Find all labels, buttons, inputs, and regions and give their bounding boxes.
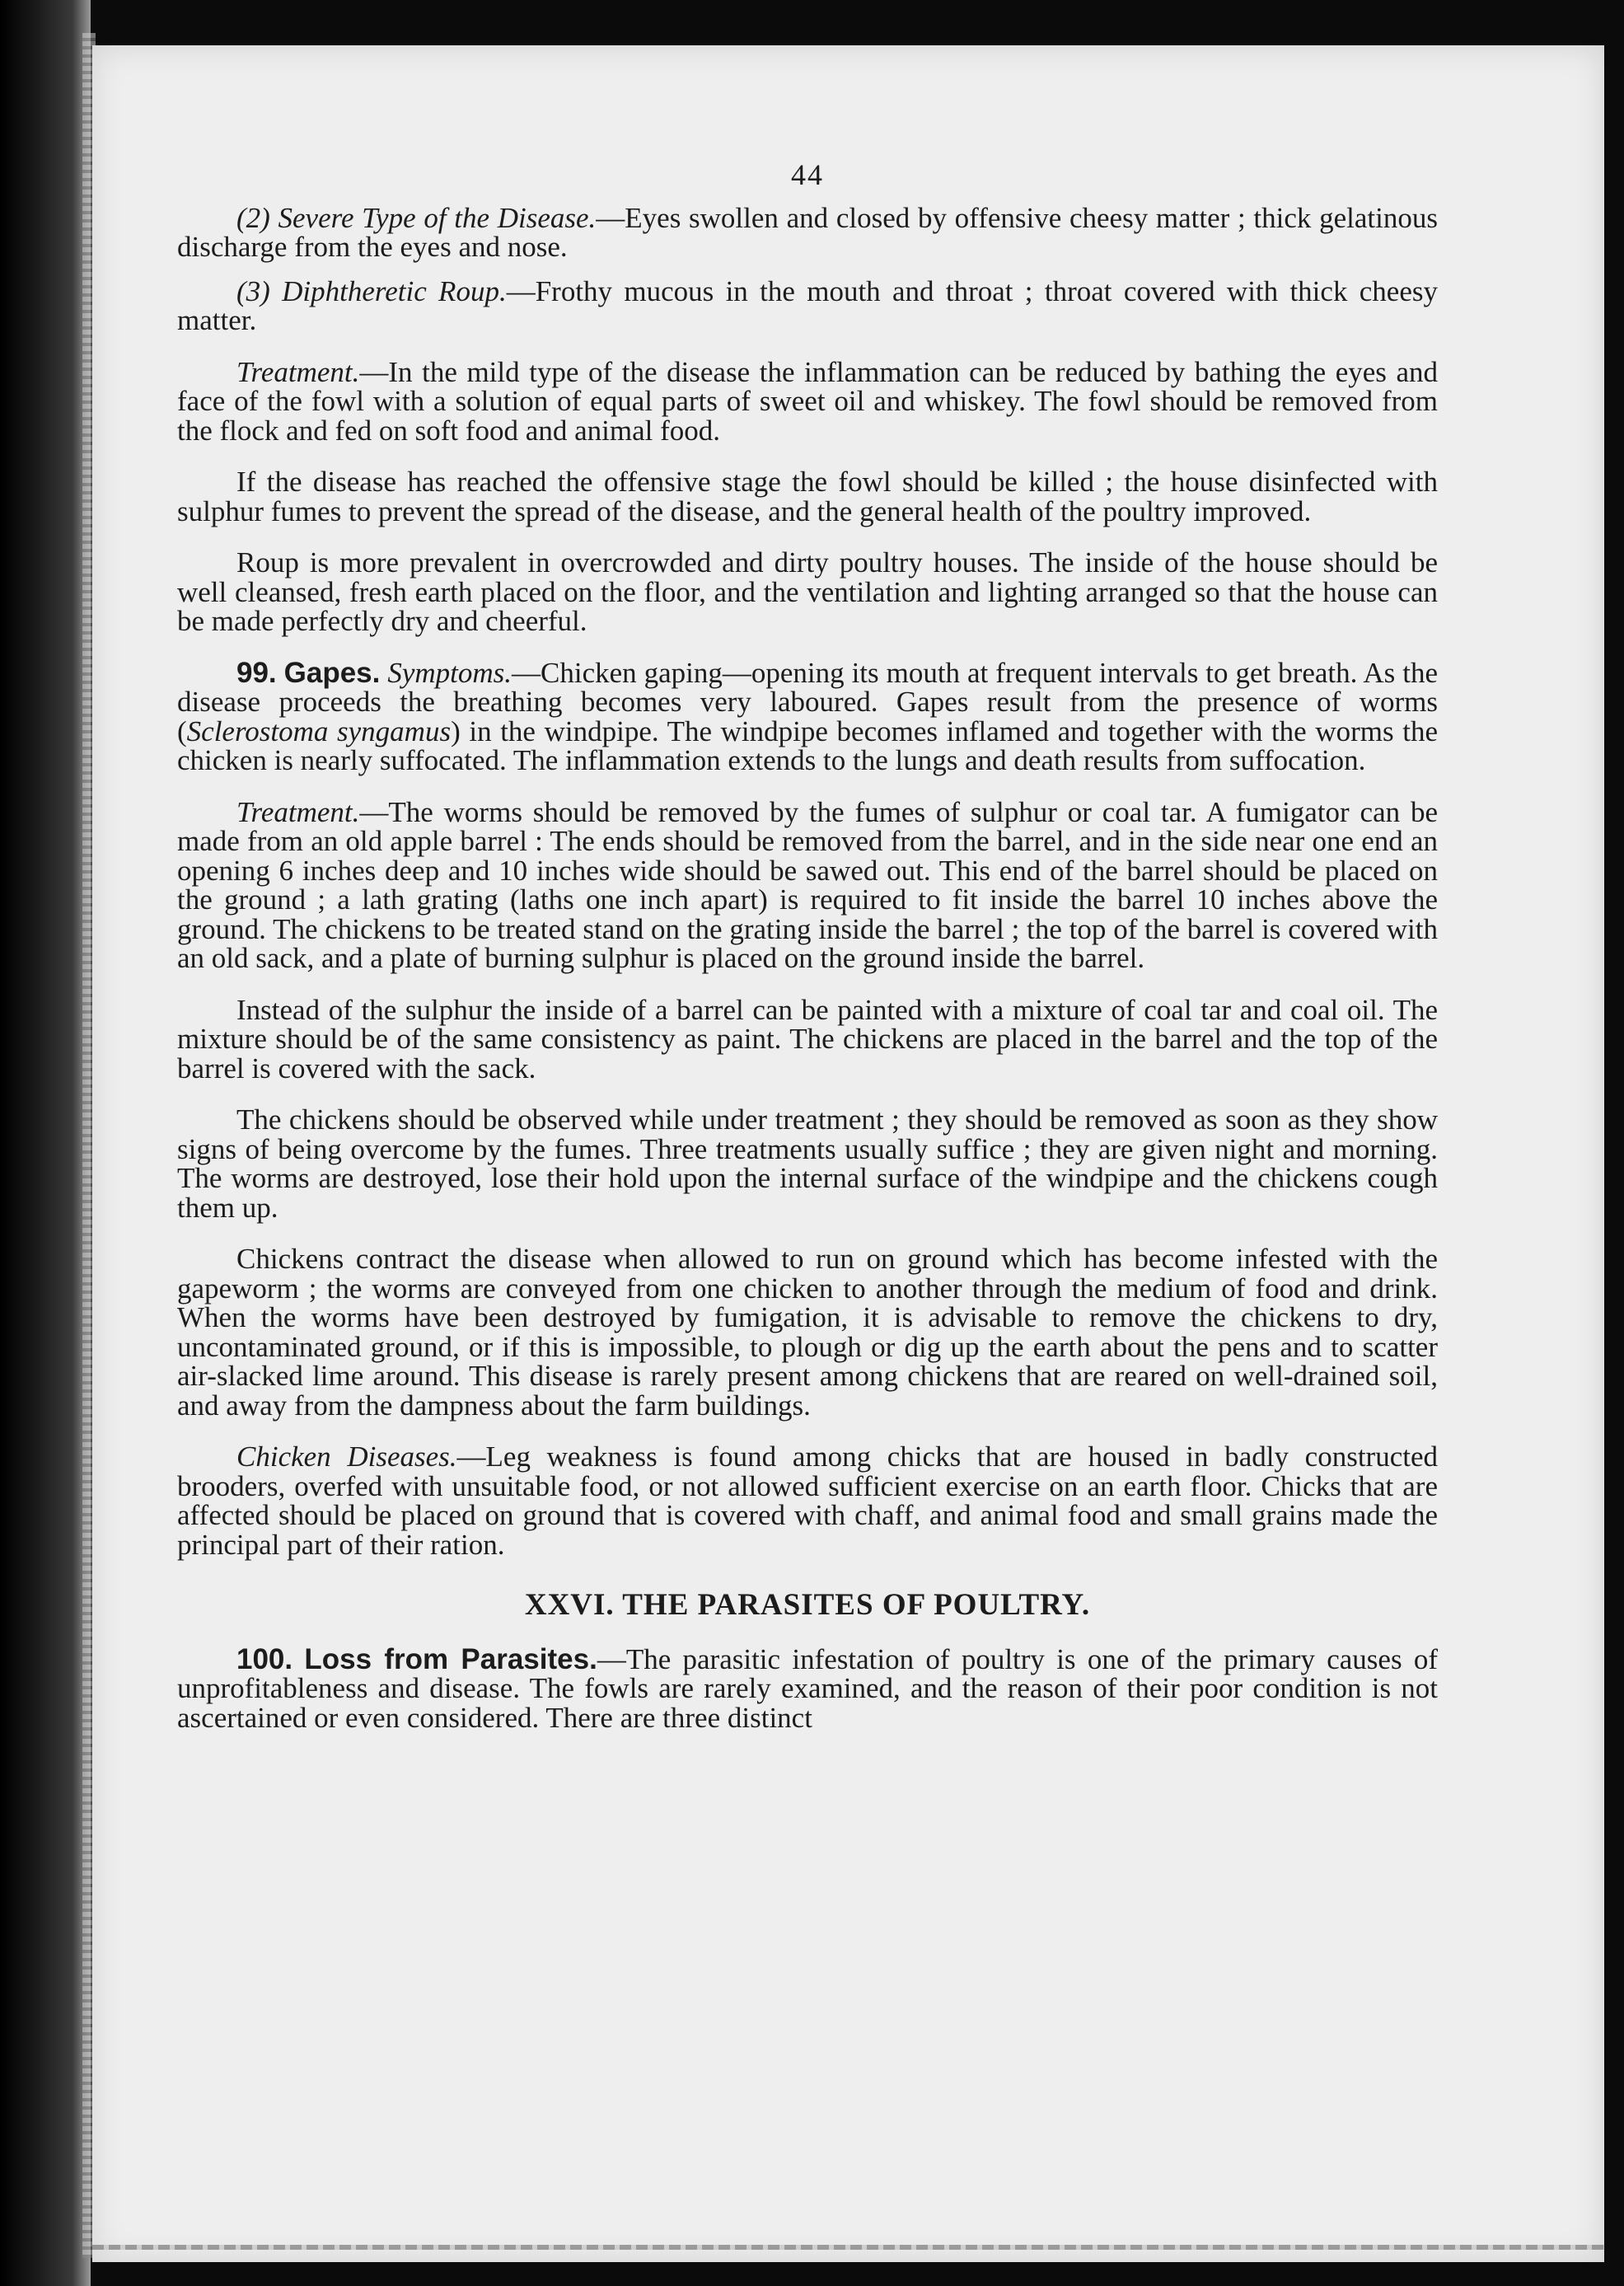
- paragraph-text: —Eyes swollen and closed by offensive cheesy matter ; thick gelatinous discharge from the eyes and nose.: [177, 201, 1438, 263]
- paragraph-roup-prevalence: Roup is more prevalent in overcrowded and dirty poultry houses. The inside of the house should be well cleansed, fresh earth placed on the floor, and the ventilation and lighting arranged so that the house can be made perfectly dry and cheerful.: [177, 546, 1438, 637]
- paragraph-coal-tar: Instead of the sulphur the inside of a barrel can be painted with a mixture of coal tar and coal oil. The mixture should be of the same consistency as paint. The chickens are placed in the barrel and the top of the barrel is covered with the sack.: [177, 993, 1438, 1084]
- page-number: 44: [791, 158, 824, 191]
- paragraph-severe-type: [177, 201, 1438, 263]
- paragraph-text: —Leg weakness is found among chicks that are housed in badly constructed brooders, overfed with unsuitable food, or not allowed sufficient exercise on an earth floor. Chicks that are affected should be placed on ground that is covered with chaff, and animal food and small grains made the principal part of their ration.: [177, 1440, 1438, 1561]
- paragraph-gapes-treatment: [177, 795, 1438, 974]
- section-number: 100.: [236, 1642, 293, 1675]
- page-bottom-edge: [92, 2245, 1604, 2250]
- paragraph-loss-from-parasites: [177, 1642, 1439, 1734]
- paragraph-contraction: Chickens contract the disease when allowed to run on ground which has become infested with the gapeworm ; the worms are conveyed from one chicken to another through the medium of food and drink. When the worms have been destroyed by fumigation, it is advisable to remove the chickens to dry, uncontaminated ground, or if this is impossible, to plough or dig up the earth about the pens and to scatter air-slacked lime around. This disease is rarely present among chickens that are reared on well-drained soil, and away from the dampness about the farm buildings.: [177, 1243, 1438, 1422]
- paragraph-text: —The parasitic infestation of poultry is one of the primary causes of unprofitableness and disease. The fowls are rarely examined, and the reason of their poor condition is not ascertained or even considered. There are three distinct: [177, 1642, 1439, 1734]
- paragraph-text: ) in the windpipe. The windpipe becomes inflamed and together with the worms the chicken is nearly suffocated. The inflammation extends to the lungs and death results from suffocation.: [177, 714, 1438, 776]
- paragraph-gapes-symptoms: [177, 658, 1438, 775]
- paragraph-text: —Frothy mucous in the mouth and throat ; throat covered with thick cheesy matter.: [177, 274, 1438, 336]
- species-name: Sclerostoma syngamus: [186, 714, 452, 747]
- section-number: 99.: [236, 656, 277, 689]
- paragraph-diphtheretic-roup: [177, 274, 1438, 336]
- paragraph-text: —In the mild type of the disease the inflammation can be reduced by bathing the eyes and face of the fowl with a solution of equal parts of sweet oil and whiskey. The fowl should be removed from the flock and fed on soft food and animal food.: [177, 355, 1438, 447]
- paragraph-text: —The worms should be removed by the fumes of sulphur or coal tar. A fumigator can be made from an old apple barrel : The ends should be removed from the barrel, and in the side near one end an opening 6 inches deep and 10 inches wide should be sawed out. This end of the barrel should be placed on the ground ; a lath grating (laths one inch apart) is required to fit inside the barrel 10 inches above the ground. The chickens to be treated stand on the grating inside the barrel ; the top of the barrel is covered with an old sack, and a plate of burning sulphur is placed on the ground inside the barrel.: [177, 795, 1438, 974]
- subheading-symptoms: Symptoms.: [387, 656, 512, 689]
- paragraph-offensive-stage: If the disease has reached the offensive stage the fowl should be killed ; the house disinfected with sulphur fumes to prevent the spread of the disease, and the general health of the poultry improved.: [177, 466, 1438, 527]
- section-title-gapes: Gapes.: [283, 656, 381, 689]
- subheading-treatment: Treatment.: [236, 795, 360, 828]
- chapter-heading: XXVI. THE PARASITES OF POULTRY.: [524, 1588, 1091, 1622]
- section-title-parasites: Loss from Parasites.: [304, 1642, 597, 1675]
- subheading-diphtheretic-roup: (3) Diphtheretic Roup.: [236, 274, 507, 307]
- paragraph-roup-treatment: [177, 355, 1438, 447]
- page-text: [177, 158, 1439, 1754]
- subheading-chicken-diseases: Chicken Diseases.: [236, 1440, 457, 1473]
- paragraph-chicken-diseases: [177, 1442, 1438, 1559]
- subheading-treatment: Treatment.: [236, 355, 360, 388]
- paragraph-observation: The chickens should be observed while under treatment ; they should be removed as soon as they show signs of being overcome by the fumes. Three treatments usually suffice ; they are given night and morning. The worms are destroyed, lose their hold upon the internal surface of the windpipe and the chickens cough them up.: [177, 1103, 1438, 1224]
- subheading-severe-type: (2) Severe Type of the Disease.: [236, 201, 597, 234]
- paragraph-text: —Chicken gaping—opening its mouth at frequent intervals to get breath. As the disease proceeds the breathing becomes very laboured. Gapes result from the presence of worms (: [177, 656, 1439, 747]
- microfilm-border: [0, 0, 91, 2286]
